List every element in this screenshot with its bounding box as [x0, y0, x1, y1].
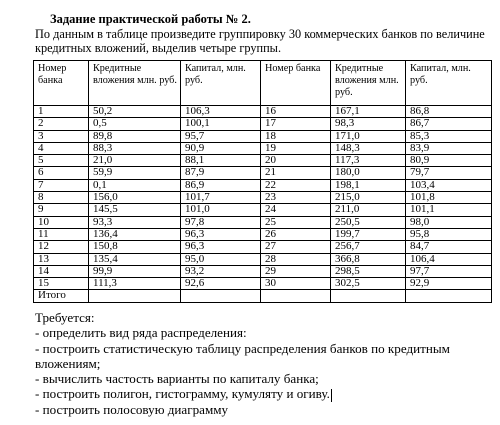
table-cell: 199,7 — [331, 228, 406, 240]
table-row — [34, 204, 492, 216]
table-cell: 100,1 — [181, 118, 261, 130]
table-cell: 302,5 — [331, 278, 406, 290]
table-cell: 86,7 — [406, 118, 492, 130]
table-cell: 101,1 — [406, 204, 492, 216]
requirement-item: вложениям; — [35, 355, 101, 371]
table-row — [34, 253, 492, 265]
table-cell: 198,1 — [331, 179, 406, 191]
table-cell: 93,2 — [181, 265, 261, 277]
total-label: Итого — [34, 290, 89, 303]
requirement-item: - построить полигон, гистограмму, кумуляту и огиву. — [35, 386, 330, 402]
requirement-item: - построить полосовую диаграмму — [35, 401, 229, 417]
table-cell: 101,8 — [406, 192, 492, 204]
table-cell: 9 — [34, 204, 89, 216]
table-cell: 99,9 — [89, 265, 181, 277]
header-credit-2: Кредитные вложения млн. руб. — [331, 61, 406, 106]
table-cell: 117,3 — [331, 155, 406, 167]
text-cursor — [331, 389, 332, 402]
table-cell: 12 — [34, 241, 89, 253]
table-cell — [331, 290, 406, 303]
table-cell: 84,7 — [406, 241, 492, 253]
header-bank-number-2: Номер банка — [261, 61, 331, 106]
table-row — [34, 228, 492, 240]
table-cell: 22 — [261, 179, 331, 191]
table-body — [34, 106, 492, 303]
requirements-heading: Требуется: — [35, 310, 95, 325]
table-cell: 101,7 — [181, 192, 261, 204]
table-cell: 298,5 — [331, 265, 406, 277]
table-cell: 90,9 — [181, 142, 261, 154]
table-row — [34, 278, 492, 290]
table-cell — [181, 290, 261, 303]
table-cell: 21 — [261, 167, 331, 179]
table-cell: 93,3 — [89, 216, 181, 228]
table-cell: 96,3 — [181, 228, 261, 240]
table-cell: 95,7 — [181, 130, 261, 142]
header-credit: Кредитные вложения млн. руб. — [89, 61, 181, 106]
table-cell: 97,8 — [181, 216, 261, 228]
table-cell: 211,0 — [331, 204, 406, 216]
task-intro: По данным в таблице произведите группировку 30 коммерческих банков по величине кредитных вложений, выделив четыре группы. — [35, 27, 485, 55]
table-cell: 87,9 — [181, 167, 261, 179]
table-cell: 50,2 — [89, 106, 181, 118]
table-cell: 111,3 — [89, 278, 181, 290]
table-row — [34, 155, 492, 167]
table-cell — [89, 290, 181, 303]
table-cell: 25 — [261, 216, 331, 228]
table-cell: 29 — [261, 265, 331, 277]
header-capital-2: Капитал, млн. руб. — [406, 61, 492, 106]
table-row — [34, 179, 492, 191]
table-cell: 101,0 — [181, 204, 261, 216]
table-cell: 97,7 — [406, 265, 492, 277]
table-cell: 59,9 — [89, 167, 181, 179]
table-cell: 135,4 — [89, 253, 181, 265]
table-cell: 215,0 — [331, 192, 406, 204]
table-cell: 106,4 — [406, 253, 492, 265]
table-cell: 145,5 — [89, 204, 181, 216]
table-row — [34, 167, 492, 179]
requirements — [35, 310, 495, 417]
table-cell: 156,0 — [89, 192, 181, 204]
table-cell: 136,4 — [89, 228, 181, 240]
table-cell: 85,3 — [406, 130, 492, 142]
table-cell: 4 — [34, 142, 89, 154]
table-cell: 8 — [34, 192, 89, 204]
table-cell: 167,1 — [331, 106, 406, 118]
table-cell: 7 — [34, 179, 89, 191]
table-header-row — [34, 61, 492, 106]
table-cell: 24 — [261, 204, 331, 216]
table-cell: 88,1 — [181, 155, 261, 167]
table-cell: 106,3 — [181, 106, 261, 118]
header-bank-number: Номер банка — [34, 61, 89, 106]
table-cell: 95,8 — [406, 228, 492, 240]
table-cell: 86,8 — [406, 106, 492, 118]
table-cell: 103,4 — [406, 179, 492, 191]
table-cell: 11 — [34, 228, 89, 240]
table-cell: 6 — [34, 167, 89, 179]
table-cell: 30 — [261, 278, 331, 290]
table-cell: 14 — [34, 265, 89, 277]
table-row — [34, 130, 492, 142]
table-row — [34, 142, 492, 154]
table-cell: 10 — [34, 216, 89, 228]
table-cell: 150,8 — [89, 241, 181, 253]
table-row — [34, 192, 492, 204]
table-cell: 20 — [261, 155, 331, 167]
table-cell: 96,3 — [181, 241, 261, 253]
table-cell: 98,3 — [331, 118, 406, 130]
table-cell: 1 — [34, 106, 89, 118]
table-cell: 13 — [34, 253, 89, 265]
table-total-row — [34, 290, 492, 303]
table-cell: 3 — [34, 130, 89, 142]
table-cell: 17 — [261, 118, 331, 130]
table-cell: 79,7 — [406, 167, 492, 179]
table-cell: 83,9 — [406, 142, 492, 154]
table-row — [34, 118, 492, 130]
table-cell: 86,9 — [181, 179, 261, 191]
table-cell: 92,6 — [181, 278, 261, 290]
table-cell: 171,0 — [331, 130, 406, 142]
table-row — [34, 216, 492, 228]
table-cell: 19 — [261, 142, 331, 154]
table-cell: 250,5 — [331, 216, 406, 228]
banks-table — [33, 60, 492, 303]
table-row — [34, 241, 492, 253]
table-cell: 0,1 — [89, 179, 181, 191]
table-row — [34, 265, 492, 277]
requirement-item: - определить вид ряда распределения: — [35, 325, 247, 341]
table-cell: 15 — [34, 278, 89, 290]
table-cell: 27 — [261, 241, 331, 253]
table-cell: 2 — [34, 118, 89, 130]
table-cell — [261, 290, 331, 303]
requirement-item: - вычислить частость варианты по капиталу банка; — [35, 371, 319, 387]
table-cell: 5 — [34, 155, 89, 167]
header-capital: Капитал, млн. руб. — [181, 61, 261, 106]
table-cell: 21,0 — [89, 155, 181, 167]
table-cell: 88,3 — [89, 142, 181, 154]
table-cell: 92,9 — [406, 278, 492, 290]
table-cell: 89,8 — [89, 130, 181, 142]
table-cell: 80,9 — [406, 155, 492, 167]
table-cell: 148,3 — [331, 142, 406, 154]
requirement-item: - построить статистическую таблицу распределения банков по кредитным — [35, 340, 450, 356]
table-cell: 366,8 — [331, 253, 406, 265]
table-cell: 26 — [261, 228, 331, 240]
table-cell: 0,5 — [89, 118, 181, 130]
table-cell: 180,0 — [331, 167, 406, 179]
table-cell: 16 — [261, 106, 331, 118]
table-cell: 28 — [261, 253, 331, 265]
table-cell: 256,7 — [331, 241, 406, 253]
table-cell: 23 — [261, 192, 331, 204]
task-title: Задание практической работы № 2. — [50, 12, 251, 26]
table-row — [34, 106, 492, 118]
table-cell — [406, 290, 492, 303]
table-cell: 95,0 — [181, 253, 261, 265]
table-cell: 18 — [261, 130, 331, 142]
table-cell: 98,0 — [406, 216, 492, 228]
